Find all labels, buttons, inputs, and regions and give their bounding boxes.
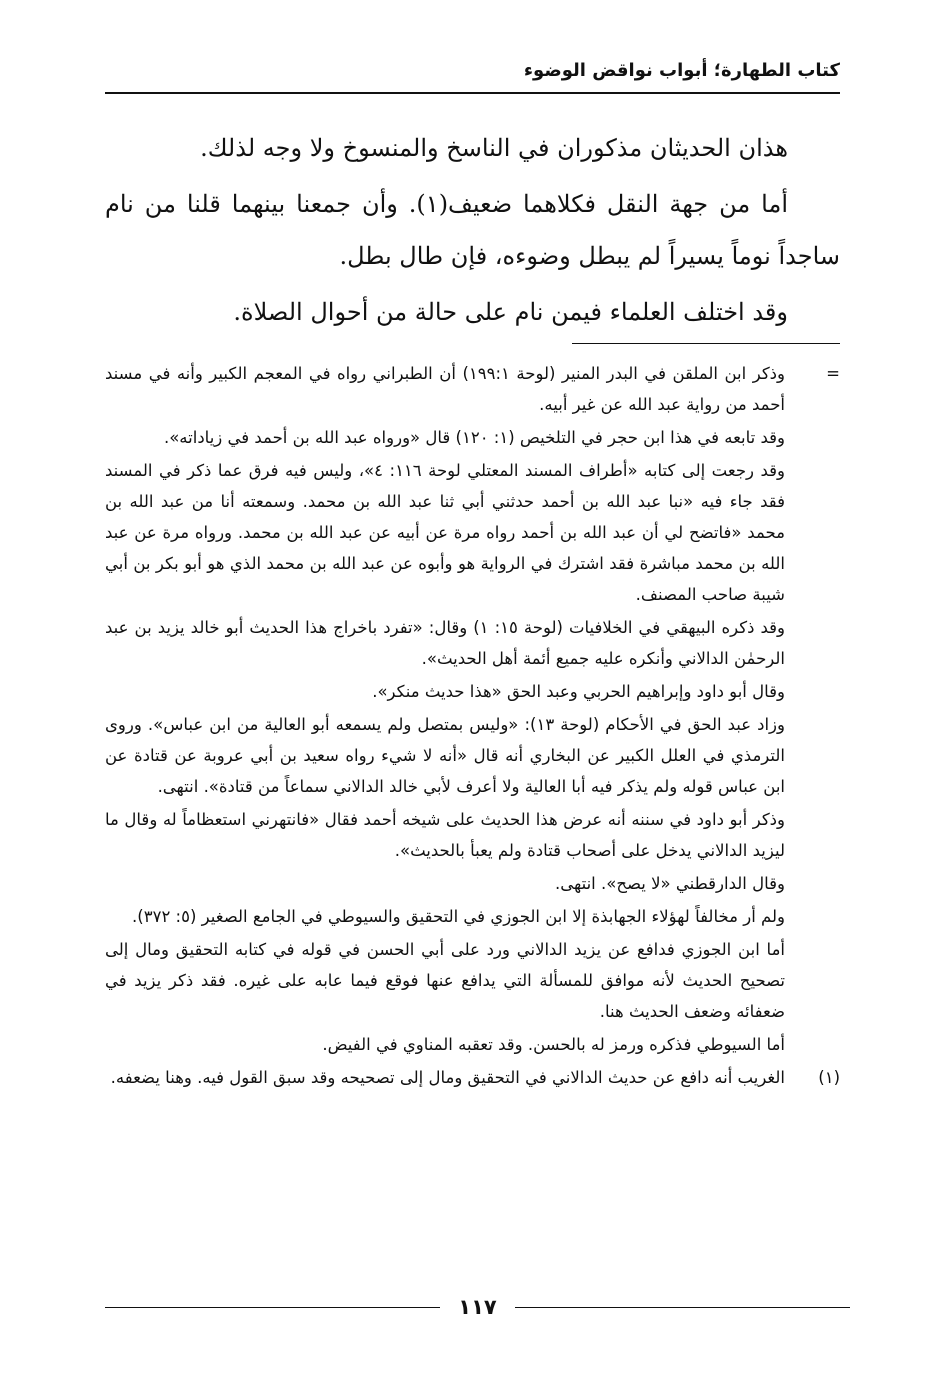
footnote-continued-body [105, 358, 785, 1062]
page-footer [105, 1292, 850, 1322]
page-number: ١١٧ [458, 1295, 497, 1319]
footnote-paragraph: وقال أبو داود وإبراهيم الحربي وعبد الحق «هذا حديث منكر». [372, 682, 785, 701]
footnote-paragraph: الغريب أنه دافع عن حديث الدالاني في التحقيق ومال إلى تصحيحه وقد سبق القول فيه. وهنا يضعفه. [110, 1068, 785, 1087]
footnote-paragraph: أما ابن الجوزي فدافع عن يزيد الدالاني ورد على أبي الحسن في قوله في كتابه التحقيق ومال إلى تصحيح الحديث لأنه موافق للمسألة التي يدافع عنها فوقع فيما عابه على غيره. فقد ذكر يزيد في ضعفائه وضعف الحديث هنا. [105, 940, 785, 1021]
footnote-paragraph: وقد تابعه في هذا ابن حجر في التلخيص (١: ١٢٠) قال «ورواه عبد الله بن أحمد في زياداته». [163, 428, 785, 447]
footer-rule-right [515, 1307, 850, 1308]
footnote-paragraph: وذكر ابن الملقن في البدر المنير (لوحة ١٩٩:١) أن الطبراني رواه في المعجم الكبير وأنه في مسند أحمد من رواية عبد الله عن غير أبيه. [105, 364, 785, 414]
footnote-paragraph: ولم أر مخالفاً لهؤلاء الجهابذة إلا ابن الجوزي في التحقيق والسيوطي في الجامع الصغير (٥: ٣٧٢). [132, 907, 785, 926]
main-paragraph: وقد اختلف العلماء فيمن نام على حالة من أحوال الصلاة. [233, 298, 788, 326]
footnote-paragraph: وقد ذكره البيهقي في الخلافيات (لوحة ١٥: ١) وقال: «تفرد باخراج هذا الحديث أبو خالد يزيد بن عبد الرحمٰن الدالاني وأنكره عليه جميع أئمة أهل الحديث». [105, 618, 785, 668]
header-rule [105, 92, 840, 94]
footnote-paragraph: وقال الدارقطني «لا يصح». انتهى. [555, 874, 785, 893]
footnote-paragraph: أما السيوطي فذكره ورمز له بالحسن. وقد تعقبه المناوي في الفيض. [322, 1035, 785, 1054]
running-header: كتاب الطهارة؛ أبواب نواقض الوضوء [523, 60, 840, 81]
main-paragraph: أما من جهة النقل فكلاهما ضعيف(١). وأن جمعنا بينهما قلنا من نام ساجداً نوماً يسيراً لم يبطل وضوءه، فإن طال بطل. [105, 190, 840, 270]
footer-rule-left [105, 1307, 440, 1308]
footnote-paragraph: وقد رجعت إلى كتابه «أطراف المسند المعتلي لوحة ١١٦: ٤»، وليس فيه فرق عما ذكر في المسند فقد جاء فيه «نبا عبد الله بن أحمد حدثني أبي ثنا عبد الله بن محمد. وسمعته أنا من عبد الله بن محمد «فاتضح لي أن عبد الله بن أحمد رواه مرة عن أبيه عن عبد الله بن محمد. ورواه مرة عن عبد الله بن محمد مباشرة فقد اشترك في الرواية هو وأبوه عن عبد الله بن محمد الذي هو أبو بكر بن أبي شيبة صاحب المصنف. [105, 461, 785, 604]
footnote-1 [105, 1062, 840, 1095]
footnote-continued [105, 358, 840, 1062]
continuation-marker: = [826, 364, 840, 383]
footnote-number: (١) [818, 1068, 840, 1087]
footnote-paragraph: وزاد عبد الحق في الأحكام (لوحة ١٣): «وليس بمتصل ولم يسمعه أبو العالية من ابن عباس». وروى الترمذي في العلل الكبير عن البخاري أنه قال «أنه لا شيء رواه سعيد بن أبي عروبة عن قتادة عن ابن عباس قوله ولم يذكر فيه أبا العالية ولا أعرف لأبي خالد الدالاني سماعاً من قتادة». انتهى. [105, 715, 785, 796]
main-paragraph: هذان الحديثان مذكوران في الناسخ والمنسوخ ولا وجه لذلك. [200, 134, 788, 162]
footnote-1-body [105, 1062, 785, 1095]
footnote-rule [572, 343, 840, 344]
main-text [105, 122, 840, 342]
footnote-paragraph: وذكر أبو داود في سننه أنه عرض هذا الحديث على شيخه أحمد فقال «فانتهرني استعظاماً له وقال ما ليزيد الدالاني يدخل على أصحاب قتادة ولم يعبأ بالحديث». [105, 810, 785, 860]
footnotes [105, 358, 840, 1095]
